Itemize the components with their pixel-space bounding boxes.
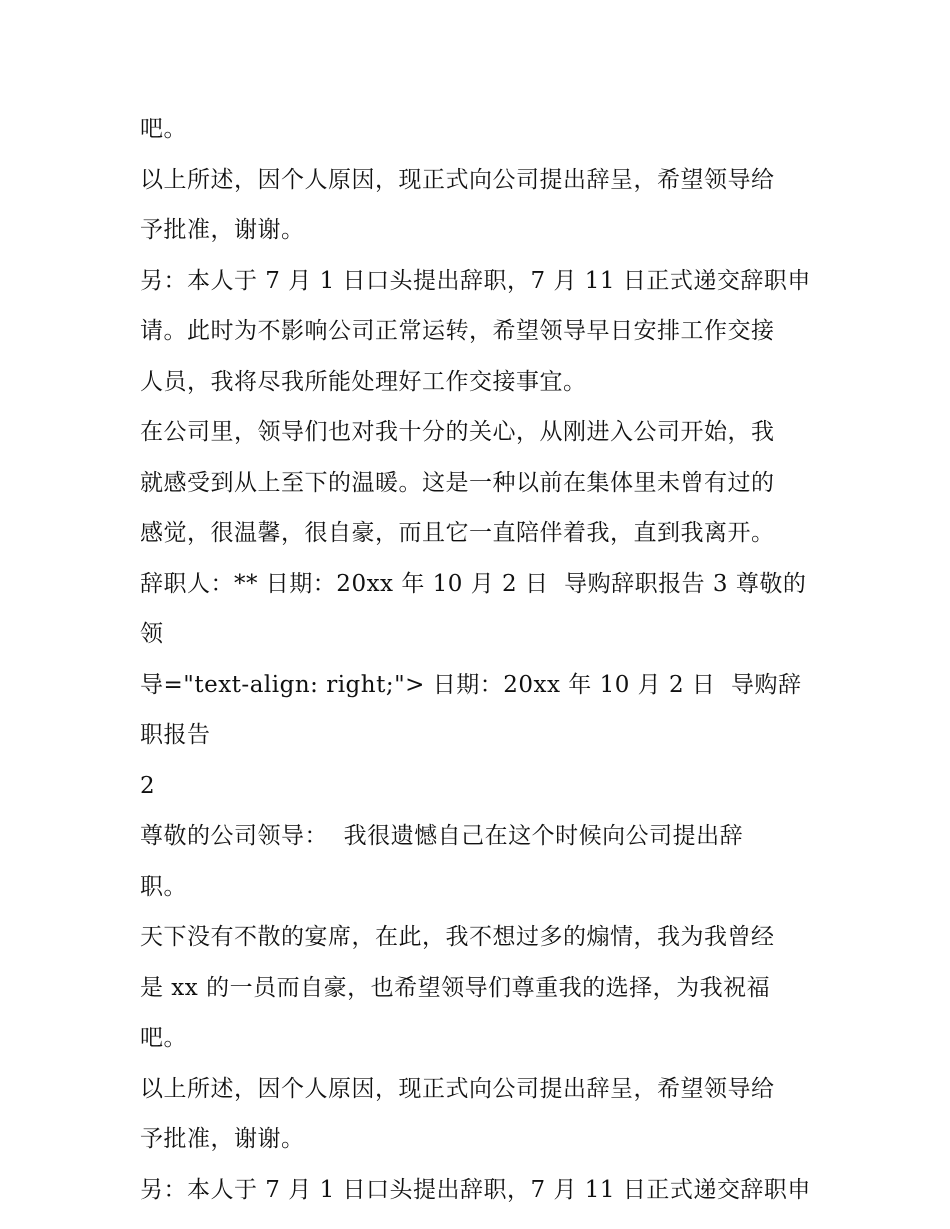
paragraph: 辞职人：** 日期：20xx 年 10 月 2 日 导购辞职报告 3 尊敬的领 导="text-align: right;"> 日期：20xx 年 10 月 2 日 导购辞职报告 2 [140,570,807,799]
document-body [140,104,820,1215]
paragraph: 另：本人于 7 月 1 日口头提出辞职，7 月 11 日正式递交辞职申 [140,1176,811,1203]
paragraph: 另：本人于 7 月 1 日口头提出辞职，7 月 11 日正式递交辞职申 请。此时为不影响公司正常运转，希望领导早日安排工作交接 人员，我将尽我所能处理好工作交接事宜。 [140,267,811,395]
paragraph: 以上所述，因个人原因，现正式向公司提出辞呈，希望领导给 予批准，谢谢。 [140,1075,775,1152]
paragraph: 天下没有不散的宴席，在此，我不想过多的煽情，我为我曾经 是 xx 的一员而自豪，也希望领导们尊重我的选择，为我祝福 吧。 [140,924,775,1051]
paragraph: 吧。 [140,116,187,142]
paragraph: 在公司里，领导们也对我十分的关心，从刚进入公司开始，我 就感受到从上至下的温暖。这是一种以前在集体里未曾有过的 感觉，很温馨，很自豪，而且它一直陪伴着我，直到我离开。 [140,419,775,546]
paragraph: 以上所述，因个人原因，现正式向公司提出辞呈，希望领导给 予批准，谢谢。 [140,166,775,243]
paragraph: 尊敬的公司领导： 我很遗憾自己在这个时候向公司提出辞 职。 [140,823,744,900]
